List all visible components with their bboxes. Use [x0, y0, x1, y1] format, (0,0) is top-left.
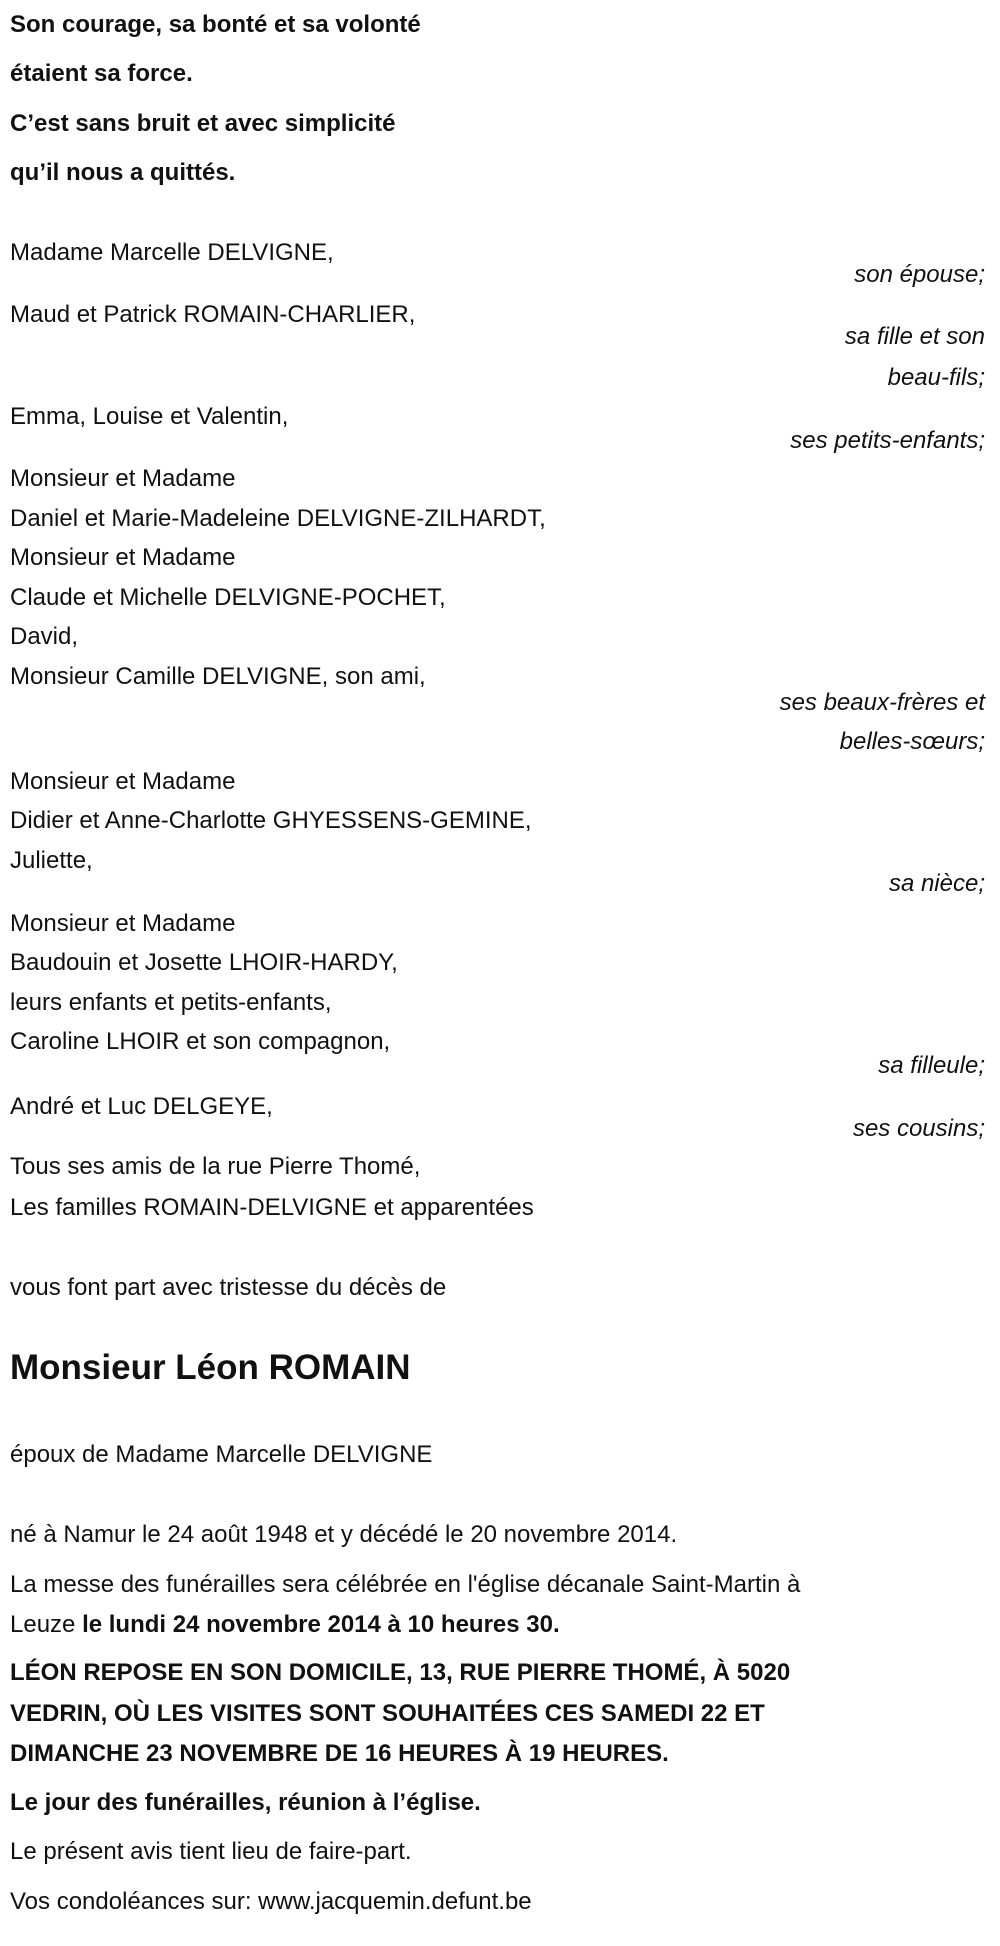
notice-line: Le présent avis tient lieu de faire-part. [10, 1838, 412, 1865]
condolences-line: Vos condoléances sur: www.jacquemin.defunt.be [10, 1888, 532, 1915]
family-name: Tous ses amis de la rue Pierre Thomé, [10, 1153, 421, 1180]
spouse-line: époux de Madame Marcelle DELVIGNE [10, 1441, 433, 1468]
family-name: David, [10, 623, 79, 650]
family-name: Les familles ROMAIN-DELVIGNE et apparentées [10, 1194, 534, 1221]
family-name: Monsieur et Madame [10, 544, 236, 571]
visits-line: DIMANCHE 23 NOVEMBRE DE 16 HEURES À 19 HEURES. [10, 1740, 669, 1767]
family-name: Madame Marcelle DELVIGNE, [10, 239, 334, 266]
family-relation: sa filleule; [878, 1052, 985, 1079]
epitaph-line: C’est sans bruit et avec simplicité [10, 110, 396, 137]
visits-line: LÉON REPOSE EN SON DOMICILE, 13, RUE PIERRE THOMÉ, À 5020 [10, 1659, 791, 1686]
family-name: Juliette, [10, 847, 93, 874]
mass-line-2 [10, 1608, 560, 1642]
family-name: Monsieur et Madame [10, 465, 236, 492]
mass-line-1: La messe des funérailles sera célébrée en l'église décanale Saint-Martin à [10, 1571, 801, 1598]
epitaph-line: Son courage, sa bonté et sa volonté [10, 11, 421, 38]
meeting-line: Le jour des funérailles, réunion à l’église. [10, 1789, 481, 1816]
family-relation: son épouse; [854, 261, 985, 288]
family-relation: ses cousins; [852, 1115, 985, 1142]
family-name: Emma, Louise et Valentin, [10, 403, 289, 430]
family-name: Didier et Anne-Charlotte GHYESSENS-GEMINE, [10, 807, 532, 834]
epitaph-line: étaient sa force. [10, 60, 193, 87]
family-name: Monsieur et Madame [10, 910, 236, 937]
family-name: Claude et Michelle DELVIGNE-POCHET, [10, 584, 446, 611]
family-name: Monsieur et Madame [10, 768, 236, 795]
family-name: Caroline LHOIR et son compagnon, [10, 1028, 391, 1055]
family-relation: sa nièce; [888, 870, 985, 897]
family-name: Maud et Patrick ROMAIN-CHARLIER, [10, 301, 416, 328]
family-relation: sa fille et son [844, 323, 985, 350]
family-name: Monsieur Camille DELVIGNE, son ami, [10, 663, 426, 690]
family-relation: beau-fils; [887, 364, 985, 391]
announcement: vous font part avec tristesse du décès de [10, 1274, 447, 1301]
family-relation: ses petits-enfants; [790, 427, 985, 454]
family-relation: belles-sœurs; [839, 728, 985, 755]
mass-place: Leuze [10, 1611, 83, 1638]
family-name: leurs enfants et petits-enfants, [10, 989, 332, 1016]
family-name: André et Luc DELGEYE, [10, 1093, 273, 1120]
birth-death: né à Namur le 24 août 1948 et y décédé le 20 novembre 2014. [10, 1521, 678, 1548]
epitaph-line: qu’il nous a quittés. [10, 159, 236, 186]
family-name: Baudouin et Josette LHOIR-HARDY, [10, 949, 398, 976]
family-name: Daniel et Marie-Madeleine DELVIGNE-ZILHARDT, [10, 505, 546, 532]
family-relation: ses beaux-frères et [779, 689, 985, 716]
mass-date: le lundi 24 novembre 2014 à 10 heures 30. [82, 1611, 560, 1638]
visits-line: VEDRIN, OÙ LES VISITES SONT SOUHAITÉES CES SAMEDI 22 ET [10, 1700, 765, 1727]
deceased-name: Monsieur Léon ROMAIN [10, 1348, 411, 1387]
